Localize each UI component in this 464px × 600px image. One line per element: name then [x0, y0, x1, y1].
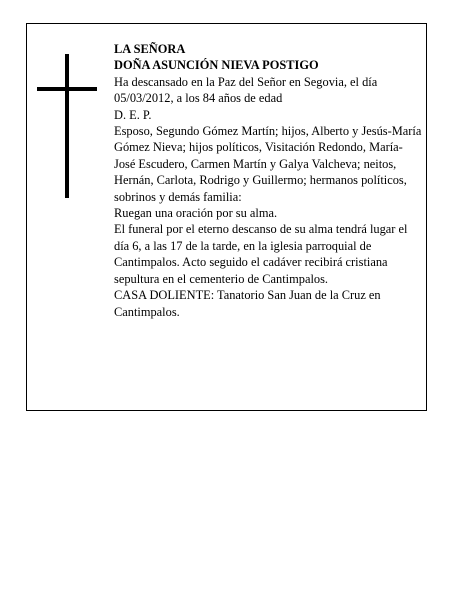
cross-vertical-bar [65, 54, 69, 198]
funeral-details: El funeral por el eterno descanso de su alma tendrá lugar el día 6, a las 17 de la tarde, en la iglesia parroquial de Cantimpalos. Acto seguido el cadáver recibirá cristiana sepultura en el cementerio de Cantimpalos. [114, 222, 408, 286]
mourning-house: CASA DOLIENTE: Tanatorio San Juan de la Cruz en Cantimpalos. [114, 288, 381, 319]
obituary-text [114, 41, 422, 320]
announcement: Ha descansado en la Paz del Señor en Segovia, el día 05/03/2012, a los 84 años de edad [114, 74, 378, 106]
prayer-request: Ruegan una oración por su alma. [114, 206, 278, 221]
deceased-name: DOÑA ASUNCIÓN NIEVA POSTIGO [114, 58, 319, 73]
obituary-notice [26, 23, 427, 411]
heading: LA SEÑORA [114, 42, 186, 56]
cross-icon [37, 54, 97, 198]
cross-horizontal-bar [37, 87, 97, 91]
family-list: Esposo, Segundo Gómez Martín; hijos, Alberto y Jesús-María Gómez Nieva; hijos políticos, Visitación Redondo, María-José Escudero, Carmen Martín y Galya Valcheva; neitos, Hernán, Carlota, Rodrigo y Guillermo; hermanos políticos, sobrinos y demás familia: [114, 124, 422, 204]
dep-line: D. E. P. [114, 107, 152, 122]
